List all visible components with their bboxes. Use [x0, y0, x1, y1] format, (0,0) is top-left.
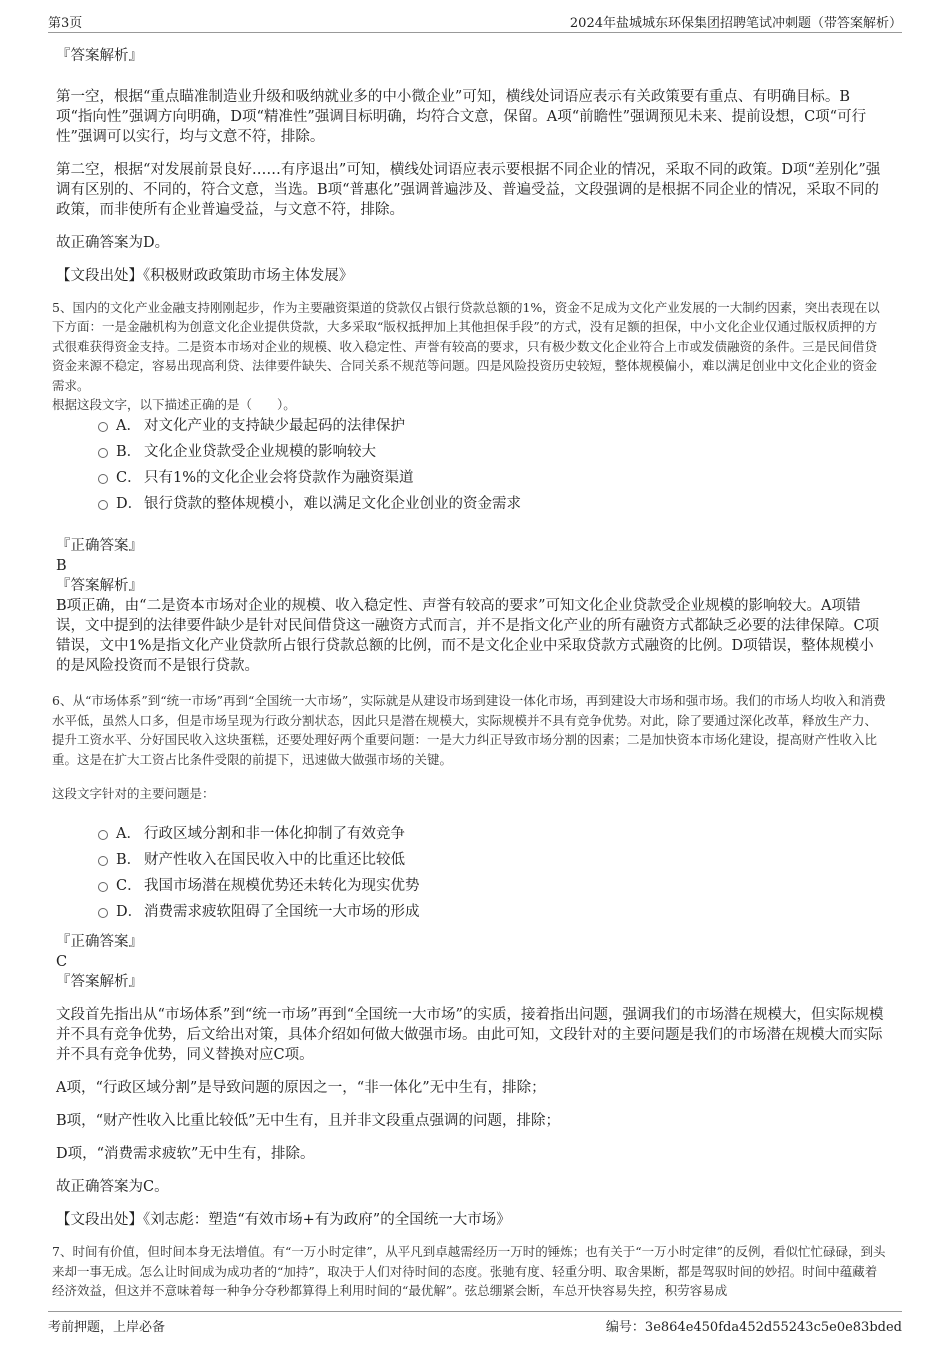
radio-button[interactable] [98, 908, 108, 918]
q4-source: 【文段出处】《积极财政政策助市场主体发展》 [56, 268, 354, 284]
q6-option-c[interactable]: C． 我国市场潜在规模优势还未转化为现实优势 [56, 876, 886, 902]
page-header [48, 12, 902, 33]
q6-option-b[interactable]: B． 财产性收入在国民收入中的比重还比较低 [56, 850, 886, 876]
q4-conclusion: 故正确答案为D。 [56, 235, 170, 251]
q6-analysis-d: D项，“消费需求疲软”无中生有，排除。 [56, 1146, 315, 1163]
q6-option-d[interactable]: D． 消费需求疲软阻碍了全国统一大市场的形成 [56, 902, 886, 928]
q5-stem: 5、国内的文化产业金融支持刚刚起步，作为主要融资渠道的贷款仅占银行贷款总额的1%，资金不足成为文化产业发展的一大制约因素，突出表现在以下方面：一是金融机构为创意文化企业提供贷款，大多采取“版权抵押加上其他担保手段”的方式，没有足额的担保，中小文化企业仅通过版权质押的方式很难获得资金支持。二是资本市场对企业的规模、收入稳定性、声誉有较高的要求，只有极少数文化企业符合上市或发债融资的条件。三是民间借贷资金来源不稳定，容易出现高利贷、法律要件缺失、合同关系不规范等问题。四是风险投资历史较短，整体规模偏小，难以满足创业中文化企业的资金需求。 [52, 300, 880, 393]
q5-option-a[interactable]: A． 对文化产业的支持缺少最起码的法律保护 [56, 416, 886, 442]
q5-options [56, 416, 886, 520]
radio-button[interactable] [98, 422, 108, 432]
q5-answer: B [56, 558, 67, 575]
document-code: 编号：3e864e450fda452d55243c5e0e83bded [605, 1320, 902, 1335]
q5-analysis: B项正确，由“二是资本市场对企业的规模、收入稳定性、声誉有较高的要求”可知文化企业贷款受企业规模的影响较大。A项错误，文中提到的法律要件缺少是针对民间借贷这一融资方式而言，并不是指文化产业的所有融资方式都缺乏必要的法律保障。C项错误，文中1%是指文化产业贷款所占银行贷款总额的比例，而不是文化企业中采取贷款方式融资的比例。D项错误，整体规模小的是风险投资而不是银行贷款。 [56, 598, 880, 675]
radio-button[interactable] [98, 830, 108, 840]
q5-option-b[interactable]: B． 文化企业贷款受企业规模的影响较大 [56, 442, 886, 468]
q6-stem: 6、从“市场体系”到“统一市场”再到“全国统一大市场”，实际就是从建设市场到建设一体化市场，再到建设大市场和强市场。我们的市场人均收入和消费水平低，虽然人口多，但是市场呈现为行政分割状态，因此只是潜在规模大，实际规模并不具有竞争优势。对此，除了要通过深化改革，释放生产力、提升工资水平、分好国民收入这块蛋糕，还要处理好两个重要问题：一是大力纠正导致市场分割的因素；二是加快资本市场化建设，提高财产性收入比重。这是在扩大工资占比条件受限的前提下，迅速做大做强市场的关键。 [52, 693, 886, 767]
q6-answer: C [56, 954, 68, 971]
radio-button[interactable] [98, 856, 108, 866]
q5-question: 根据这段文字，以下描述正确的是（ ）。 [52, 397, 296, 413]
q7-stem: 7、时间有价值，但时间本身无法增值。有“一万小时定律”，从平凡到卓越需经历一万时的锤炼；也有关于“一万小时定律”的反例，看似忙忙碌碌，到头来却一事无成。怎么让时间成为成功者的“加持”，取决于人们对待时间的态度。张驰有度、轻重分明、取舍果断，都是驾驭时间的妙招。时间中蕴藏着经济效益，但这并不意味着每一种争分夺秒都算得上利用时间的“最优解”。弦总绷紧会断，车总开快容易失控，积劳容易成 [52, 1244, 886, 1299]
q5-option-d[interactable]: D． 银行贷款的整体规模小，难以满足文化企业创业的资金需求 [56, 494, 886, 520]
q6-analysis-label: 『答案解析』 [56, 974, 143, 991]
radio-button[interactable] [98, 500, 108, 510]
q5-analysis-label: 『答案解析』 [56, 578, 143, 595]
document-title: 2024年盐城城东环保集团招聘笔试冲刺题（带答案解析） [569, 16, 902, 31]
q6-options [56, 824, 886, 928]
page-number: 第3页 [48, 16, 83, 31]
q6-analysis-b: B项，“财产性收入比重比较低”无中生有，且并非文段重点强调的问题，排除； [56, 1113, 560, 1130]
q6-question: 这段文字针对的主要问题是： [52, 786, 215, 802]
radio-button[interactable] [98, 882, 108, 892]
page-content [52, 38, 886, 1300]
radio-button[interactable] [98, 448, 108, 458]
q5-answer-label: 『正确答案』 [56, 538, 143, 555]
q6-conclusion: 故正确答案为C。 [56, 1179, 169, 1196]
page-footer [48, 1311, 902, 1338]
q6-option-a[interactable]: A． 行政区域分割和非一体化抑制了有效竞争 [56, 824, 886, 850]
q6-analysis-main: 文段首先指出从“市场体系”到“统一市场”再到“全国统一大市场”的实质，接着指出问题，强调我们的市场潜在规模大，但实际规模并不具有竞争优势，后文给出对策，具体介绍如何做大做强市场。由此可知，文段针对的主要问题是我们的市场潜在规模大而实际并不具有竞争优势，同义替换对应C项。 [56, 1007, 884, 1064]
q6-source: 【文段出处】《刘志彪：塑造“有效市场+有为政府”的全国统一大市场》 [56, 1212, 511, 1229]
radio-button[interactable] [98, 474, 108, 484]
q6-analysis-a: A项，“行政区域分割”是导致问题的原因之一，“非一体化”无中生有，排除； [56, 1080, 546, 1097]
q4-analysis-paragraph-2: 第二空，根据“对发展前景良好……有序退出”可知，横线处词语应表示要根据不同企业的情况，采取不同的政策。D项“差别化”强调有区别的、不同的，符合文意，当选。B项“普惠化”强调普遍涉及、普遍受益，文段强调的是根据不同企业的情况，采取不同的政策，而非使所有企业普遍受益，与文意不符，排除。 [56, 162, 881, 218]
q6-answer-label: 『正确答案』 [56, 934, 143, 951]
footer-motto: 考前押题，上岸必备 [48, 1320, 166, 1335]
q4-analysis-paragraph-1: 第一空，根据“重点瞄准制造业升级和吸纳就业多的中小微企业”可知，横线处词语应表示有关政策要有重点、有明确目标。B项“指向性”强调方向明确，D项“精准性”强调目标明确，均符合文意，保留。A项“前瞻性”强调预见未来、提前设想，C项“可行性”强调可以实行，均与文意不符，排除。 [56, 89, 867, 145]
q4-analysis-label: 『答案解析』 [56, 48, 143, 64]
q5-option-c[interactable]: C． 只有1%的文化企业会将贷款作为融资渠道 [56, 468, 886, 494]
